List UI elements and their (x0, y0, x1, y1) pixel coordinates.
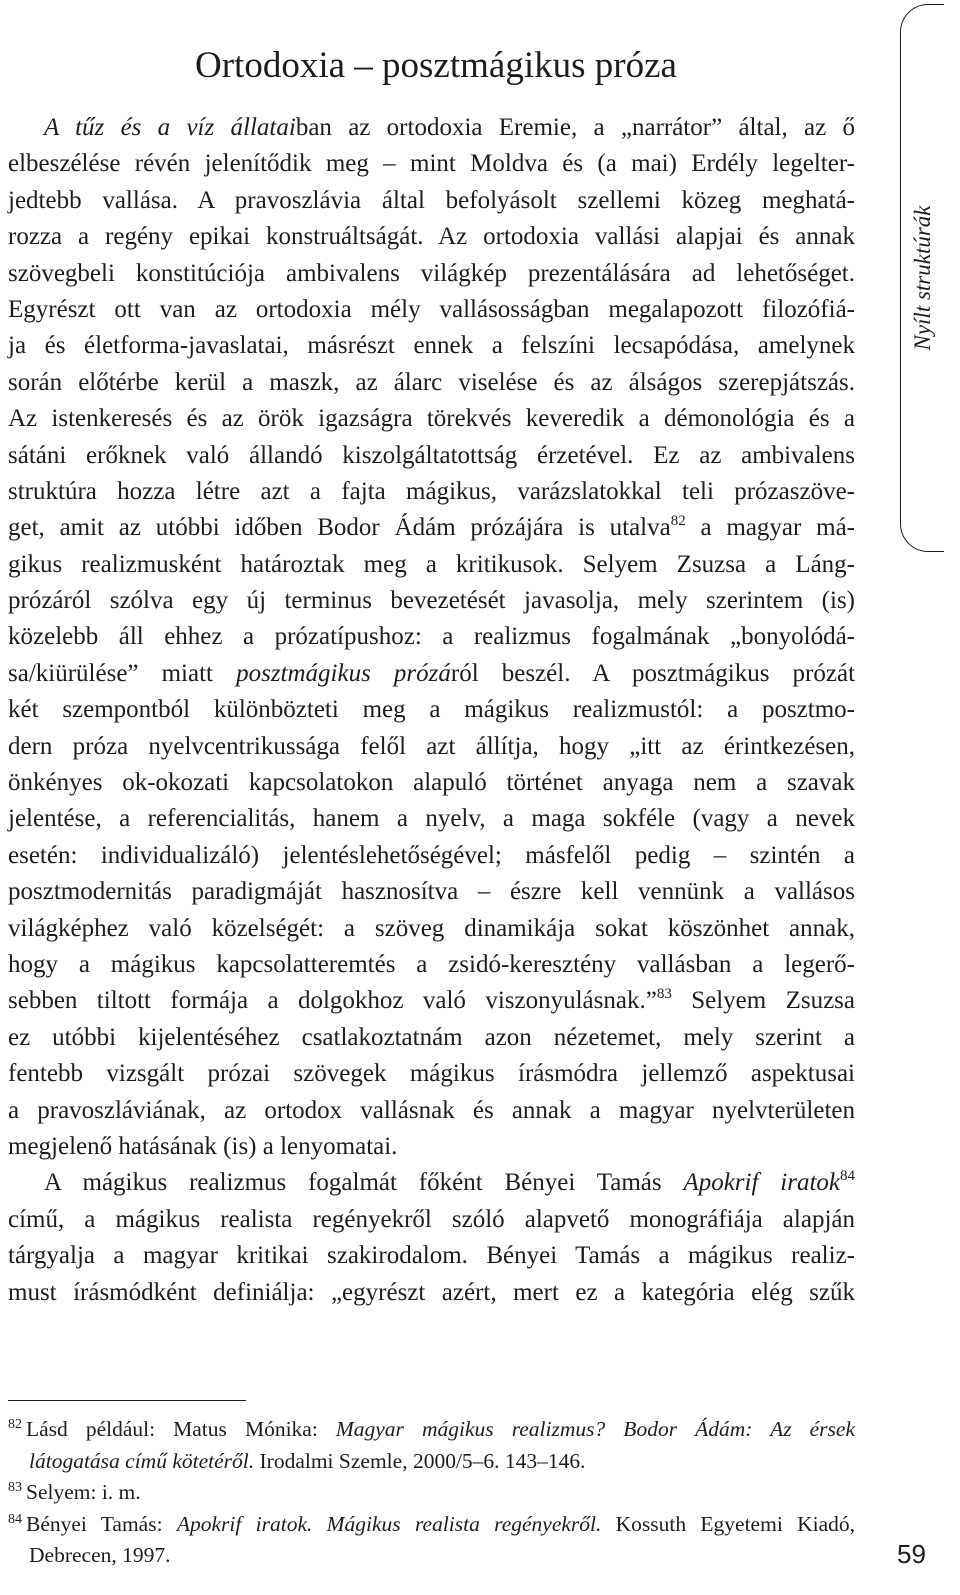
book-title: Apokrif iratok (683, 1169, 840, 1197)
text-line: esetén: individualizáló) jelentéslehetőségével; másfelől pedig – szintén a (8, 841, 855, 869)
text-line: során előtérbe kerül a maszk, az álarc viselése és az álságos szerepjátszás. (8, 368, 855, 396)
footnote-ref-82[interactable]: 82 (670, 513, 686, 530)
section-side-tab (900, 4, 944, 552)
text-line: közelebb áll ehhez a prózatípushoz: a realizmus fogalmának „bonyolódá- (8, 623, 855, 651)
text-line: című, a mágikus realista regényekről szóló alapvető monográfiája alapján (8, 1205, 855, 1233)
text-line: tárgyalja a magyar kritikai szakirodalom. Bényei Tamás a mágikus realiz- (8, 1242, 855, 1270)
text-line: struktúra hozza létre azt a fajta mágikus, varázslatokkal teli prózaszöve- (8, 477, 855, 505)
footnote-83: $^{83}$ Selyem: i. m. (8, 1480, 141, 1504)
term-italic: posztmágikus prózá (236, 659, 451, 687)
footnote-84-cont: Debrecen, 1997. (29, 1543, 171, 1567)
text-line: jedtebb vallása. A pravoszlávia által befolyásolt szellemi közeg meghatá- (8, 186, 855, 214)
page-title: Ortodoxia – posztmágikus próza (195, 45, 677, 86)
footnote-84: $^{84}$ Bényei Tamás: Apokrif iratok. Mágikus realista regényekről. Kossuth Egyetemi Kiadó, (8, 1511, 855, 1536)
text-line: ez utóbbi kijelentéséhez csatlakoztatnám azon nézetemet, mely szerint a (8, 1023, 855, 1051)
text-line: sa/kiürülése” miatt posztmágikus prózáról beszél. A posztmágikus prózát (8, 659, 856, 687)
text-line: megjelenő hatásának (is) a lenyomatai. (8, 1132, 398, 1160)
text-line: Az istenkeresés és az örök igazságra törekvés keveredik a démonológia és a (8, 405, 855, 433)
text-line: sebben tiltott formája a dolgokhoz való viszonyulásnak.”$^{83}$ Selyem Zsuzsa (8, 986, 855, 1015)
footnote-divider (8, 1400, 246, 1401)
text-line: A tűz és a víz állataiban az ortodoxia Eremie, a „narrátor” által, az ő (44, 114, 856, 141)
side-tab-label: Nyílt struktúrák (910, 205, 935, 351)
text-line: jelentése, a referencialitás, hanem a nyelv, a maga sokféle (vagy a nevek (8, 805, 855, 833)
text-line: ja és életforma-javaslatai, másrészt ennek a felszíni lecsapódása, amelynek (8, 332, 855, 360)
text-line: get, amit az utóbbi időben Bodor Ádám prózájára is utalva$^{82}$ a magyar má- (8, 513, 855, 542)
text-line: önkényes ok-okozati kapcsolatokon alapuló történet anyaga nem a szavak (8, 769, 855, 797)
text-line: világképhez való közelségét: a szöveg dinamikája sokat köszönhet annak, (8, 914, 855, 942)
text-line: hogy a mágikus kapcsolatteremtés a zsidó-keresztény vallásban a legerő- (8, 950, 855, 978)
body-text (8, 110, 855, 1311)
text-line: a pravoszláviának, az ortodox vallásnak és annak a magyar nyelvterületen (8, 1096, 855, 1124)
footnote-ref-83[interactable]: 83 (656, 986, 672, 1003)
footnote-number: 84 (8, 1511, 22, 1527)
text-line: prózáról szólva egy új terminus bevezetését javasolja, mely szerintem (is) (8, 587, 855, 615)
text-line: must írásmódként definiálja: „egyrészt azért, mert ez a kategória elég szűk (8, 1278, 855, 1306)
footnote-number: 82 (8, 1417, 22, 1432)
text-line: szövegbeli konstitúciója ambivalens világkép prezentálására ad lehetőséget. (8, 259, 855, 287)
footnote-ref-84[interactable]: 84 (839, 1168, 855, 1185)
footnotes (8, 1414, 855, 1572)
footnote-82-cont: látogatása című kötetéről. Irodalmi Szemle, 2000/5–6. 143–146. (29, 1448, 586, 1473)
text-line: fentebb vizsgált prózai szövegek mágikus írásmódra jellemző aspektusai (8, 1060, 855, 1088)
text-line: dern próza nyelvcentrikussága felől azt állítja, hogy „itt az érintkezésen, (8, 732, 855, 760)
text-line: Egyrészt ott van az ortodoxia mély vallásosságban megalapozott filozófiá- (8, 295, 855, 323)
text-line: A mágikus realizmus fogalmát főként Bényei Tamás Apokrif iratok$^{84}$ (44, 1168, 855, 1197)
text-line: rozza a regény epikai konstruáltságát. Az ortodoxia vallási alapjai és annak (8, 223, 855, 251)
book-title: A tűz és a víz állatai (44, 114, 296, 141)
text-line: elbeszélése révén jelenítődik meg – mint Moldva és (a mai) Erdély legelter- (8, 150, 855, 178)
text-line: sátáni erőknek való állandó kiszolgáltatottság érzetével. Ez az ambivalens (8, 441, 855, 469)
text-line: gikus realizmusként határoztak meg a kritikusok. Selyem Zsuzsa a Láng- (8, 550, 855, 578)
footnote-82: $^{82}$ Lásd például: Matus Mónika: Magyar mágikus realizmus? Bodor Ádám: Az érsek (8, 1417, 856, 1441)
text-line: posztmodernitás paradigmáját hasznosítva – észre kell vennünk a vallásos (8, 878, 855, 906)
footnote-number: 83 (8, 1480, 22, 1495)
text-line: két szempontból különbözteti meg a mágikus realizmustól: a posztmo- (8, 696, 855, 724)
page-number: 59 (897, 1539, 926, 1569)
